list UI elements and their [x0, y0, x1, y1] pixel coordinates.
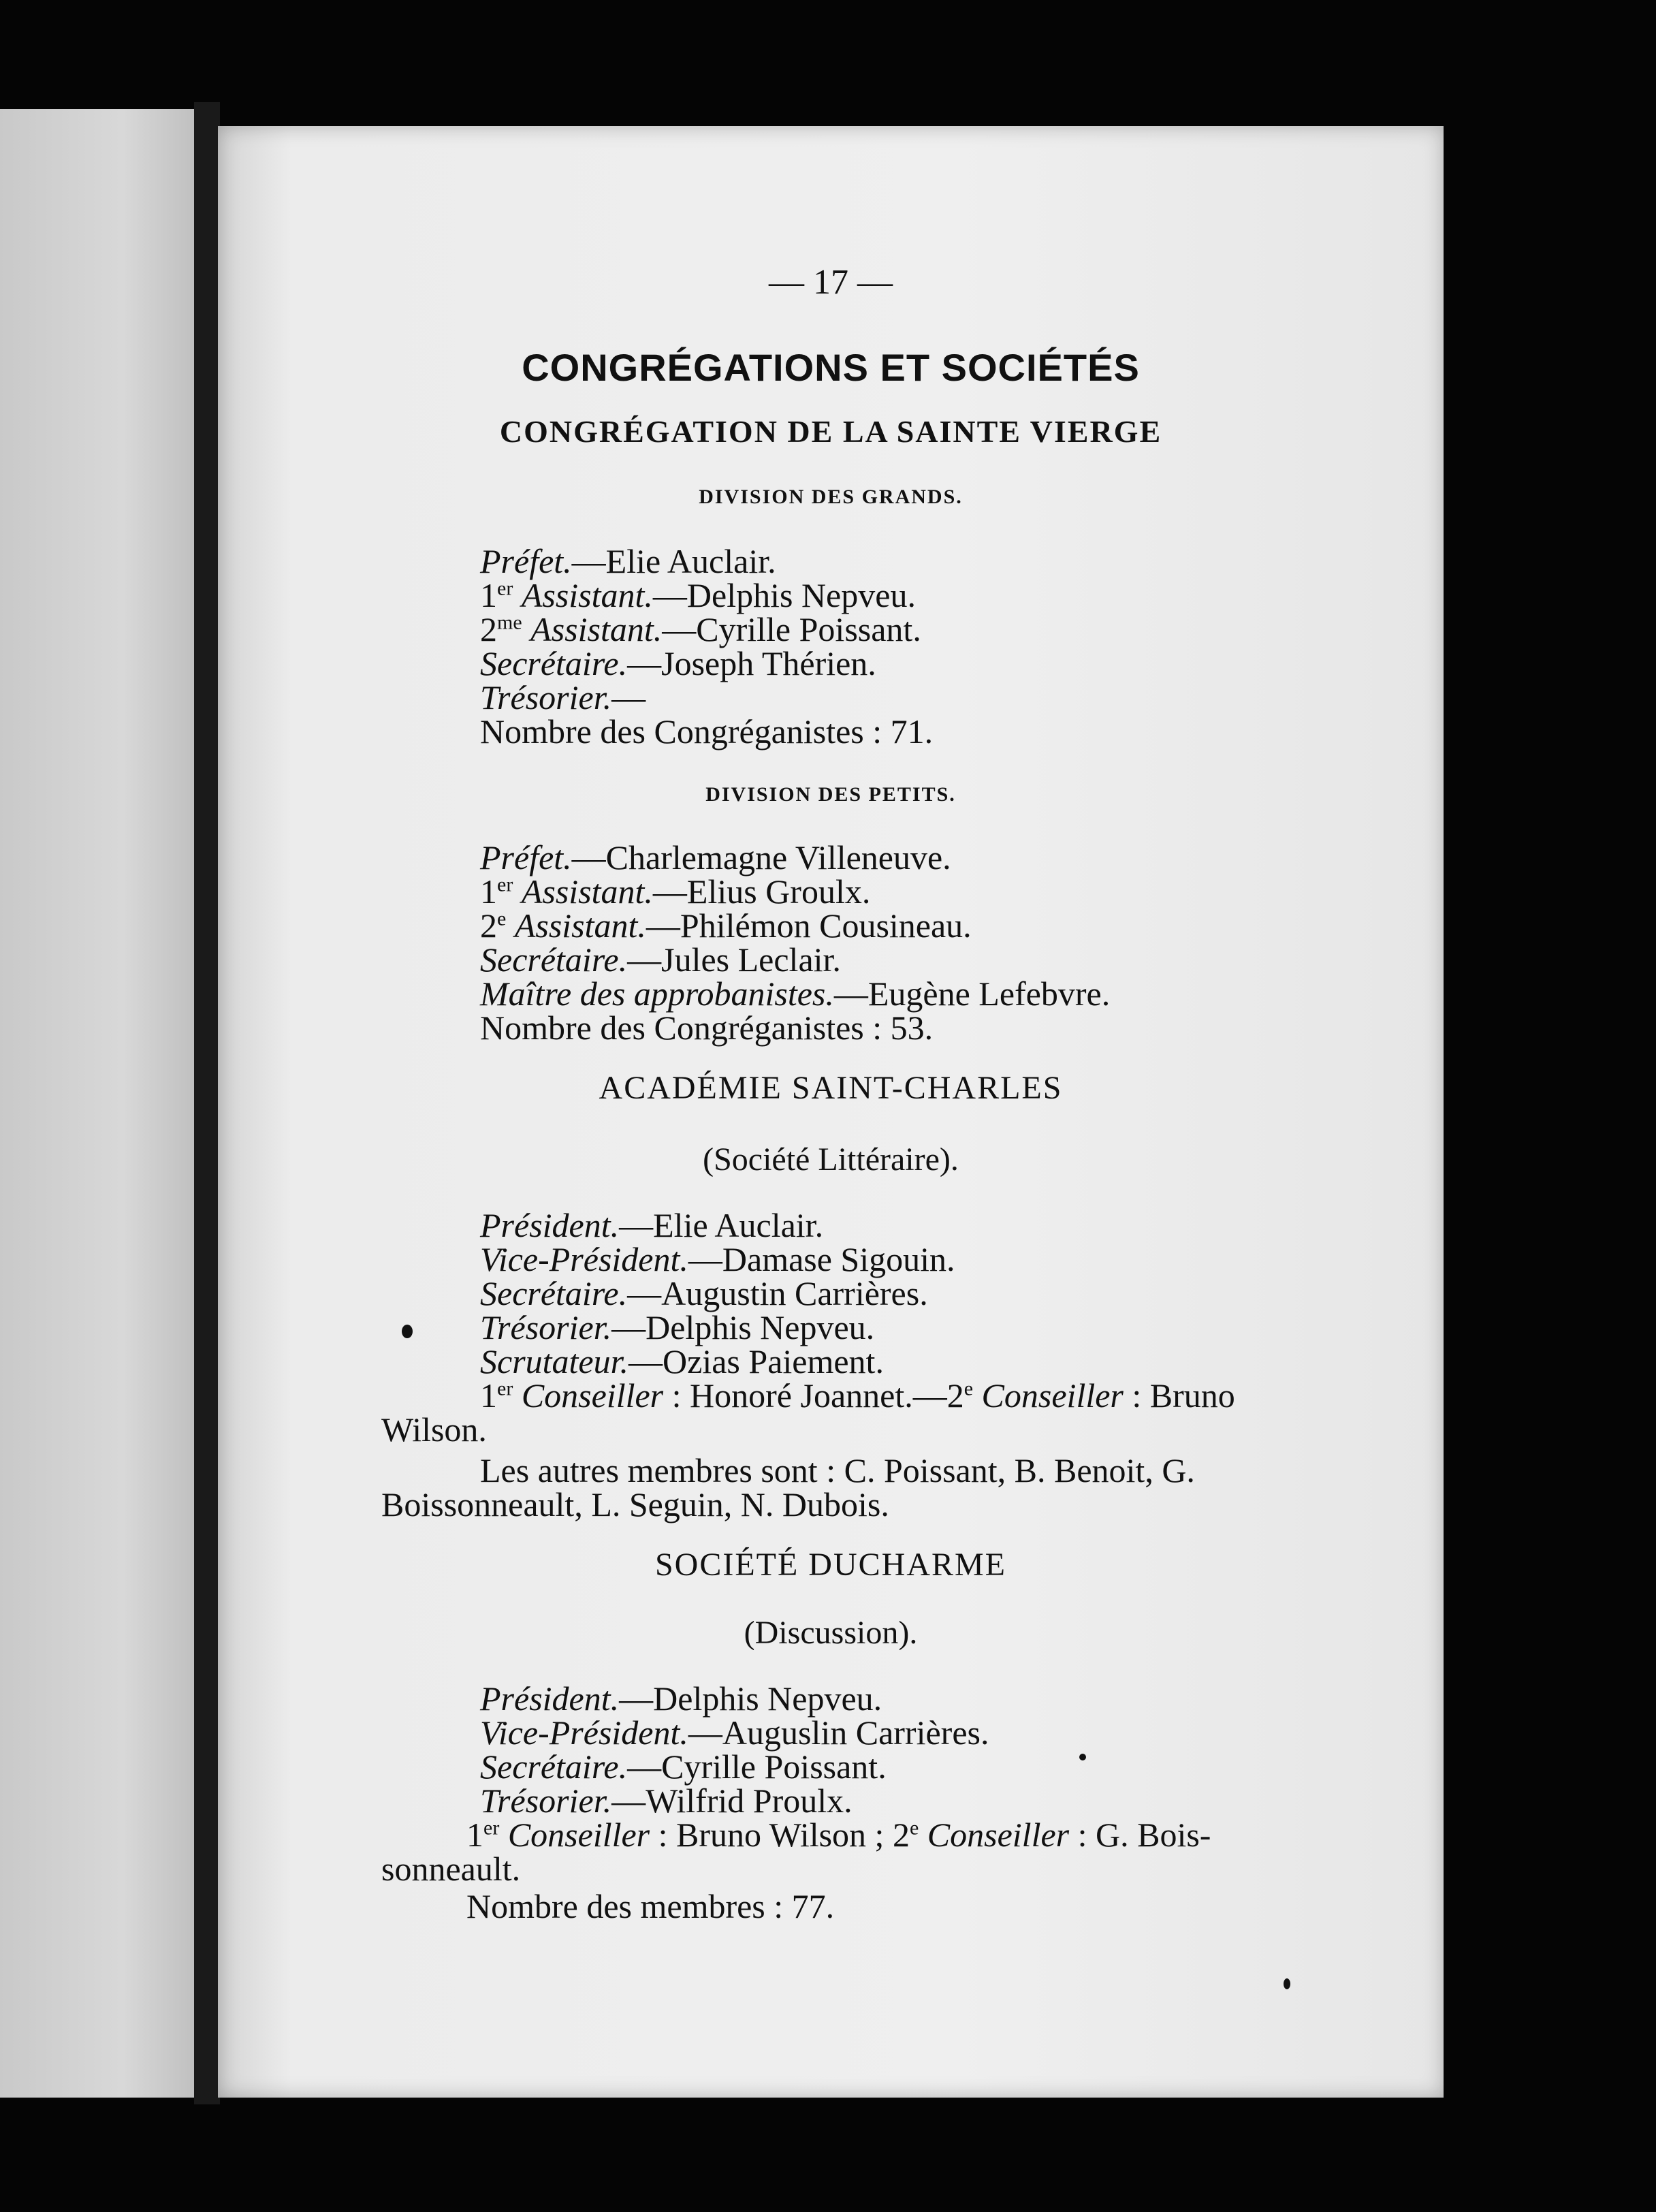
- role-value: —Jules Leclair.: [627, 941, 841, 979]
- role-value: —Ozias Paiement.: [628, 1342, 884, 1380]
- role-value: —Augustin Carrières.: [627, 1274, 928, 1312]
- ducharme-conseillers-cont: sonneault.: [381, 1850, 521, 1888]
- academie-autres-line-2: Boissonneault, L. Seguin, N. Dubois.: [381, 1485, 889, 1523]
- ducharme-subtitle: (Discussion).: [744, 1615, 918, 1651]
- ordinal: 1: [480, 576, 497, 614]
- ordinal-suffix: e: [909, 1816, 919, 1839]
- role-label: Trésorier.: [480, 1308, 612, 1346]
- role-value: —Cyrille Poissant.: [627, 1748, 887, 1786]
- role-value: —Delphis Nepveu.: [611, 1308, 875, 1346]
- academie-title: ACADÉMIE SAINT-CHARLES: [599, 1070, 1063, 1106]
- role-label: Assistant.: [530, 610, 663, 648]
- book-page: [218, 126, 1444, 2098]
- role-label: Préfet.: [480, 542, 572, 580]
- page-gutter: [194, 102, 220, 2104]
- role-label: Assistant.: [521, 872, 653, 911]
- role-value: : Bruno: [1123, 1376, 1235, 1415]
- role-label: Assistant.: [521, 576, 653, 614]
- role-label: Vice-Président.: [480, 1240, 688, 1278]
- role-value: —Philémon Cousineau.: [646, 906, 972, 945]
- ordinal-suffix: e: [964, 1377, 974, 1400]
- ordinal: 1: [480, 872, 497, 911]
- role-label: Président.: [480, 1679, 620, 1718]
- ordinal-suffix: er: [497, 1377, 513, 1400]
- role-value: —Cyrille Poissant.: [662, 610, 921, 648]
- role-value: —Delphis Nepveu.: [652, 576, 916, 614]
- page-title: CONGRÉGATIONS ET SOCIÉTÉS: [522, 346, 1140, 389]
- role-label: Vice-Président.: [480, 1713, 688, 1752]
- role-value: —Charlemagne Villeneuve.: [571, 838, 951, 876]
- academie-autres-line-1: Les autres membres sont : C. Poissant, B. Benoit, G.: [480, 1451, 1195, 1489]
- academie-conseillers-cont: Wilson.: [381, 1410, 487, 1449]
- ordinal: 2: [480, 610, 497, 648]
- role-label: Maître des approbanistes.: [480, 975, 834, 1013]
- role-label: Trésorier.: [480, 678, 612, 716]
- role-label: Préfet.: [480, 838, 572, 876]
- role-label: Secrétaire.: [480, 941, 628, 979]
- ducharme-count: Nombre des membres : 77.: [466, 1887, 835, 1925]
- grands-count: Nombre des Congréganistes : 71.: [480, 712, 934, 750]
- role-label: Trésorier.: [480, 1782, 612, 1820]
- ducharme-conseillers: [466, 1815, 1211, 1854]
- ordinal-suffix: er: [497, 577, 513, 600]
- role-value: —Elius Groulx.: [652, 872, 871, 911]
- role-value: —Wilfrid Proulx.: [611, 1782, 853, 1820]
- division-grands-heading: DIVISION DES GRANDS.: [699, 486, 963, 508]
- role-value: : Bruno Wilson ; 2: [650, 1816, 910, 1854]
- ducharme-title: SOCIÉTÉ DUCHARME: [654, 1547, 1006, 1583]
- role-value: —Joseph Thérien.: [627, 644, 876, 682]
- role-label: Conseiller: [521, 1376, 664, 1415]
- ordinal-suffix: er: [483, 1816, 500, 1839]
- ordinal: 1: [480, 1376, 497, 1415]
- ordinal: 2: [480, 906, 497, 945]
- page-number: — 17 —: [769, 263, 893, 302]
- role-label: Secrétaire.: [480, 644, 628, 682]
- ordinal: 1: [466, 1816, 483, 1854]
- role-label: Conseiller: [507, 1816, 650, 1854]
- role-value: —Elie Auclair.: [571, 542, 776, 580]
- role-value: —: [611, 678, 646, 716]
- role-label: Scrutateur.: [480, 1342, 629, 1380]
- division-petits-heading: DIVISION DES PETITS.: [705, 783, 956, 806]
- role-label: Conseiller: [981, 1376, 1124, 1415]
- academie-subtitle: (Société Littéraire).: [703, 1141, 959, 1178]
- role-value: : G. Bois-: [1069, 1816, 1211, 1854]
- role-label: Secrétaire.: [480, 1748, 628, 1786]
- role-value: : Honoré Joannet.—2: [663, 1376, 964, 1415]
- role-label: Conseiller: [927, 1816, 1070, 1854]
- ordinal-suffix: er: [497, 873, 513, 896]
- role-value: —Delphis Nepveu.: [619, 1679, 882, 1718]
- role-value: —Damase Sigouin.: [688, 1240, 955, 1278]
- left-facing-page: [0, 109, 204, 2098]
- role-label: Secrétaire.: [480, 1274, 628, 1312]
- ordinal-suffix: me: [497, 611, 522, 634]
- role-value: —Auguslin Carrières.: [688, 1713, 989, 1752]
- dust-speck: [1284, 1978, 1290, 1989]
- dust-speck: [1079, 1754, 1086, 1760]
- academie-conseillers: [480, 1376, 1235, 1415]
- congregation-title: CONGRÉGATION DE LA SAINTE VIERGE: [499, 414, 1162, 449]
- role-label: Assistant.: [514, 906, 646, 945]
- role-value: —Eugène Lefebvre.: [833, 975, 1111, 1013]
- dust-speck: [402, 1325, 413, 1338]
- petits-count: Nombre des Congréganistes : 53.: [480, 1009, 934, 1047]
- role-value: —Elie Auclair.: [619, 1206, 824, 1244]
- role-label: Président.: [480, 1206, 620, 1244]
- ordinal-suffix: e: [497, 907, 507, 930]
